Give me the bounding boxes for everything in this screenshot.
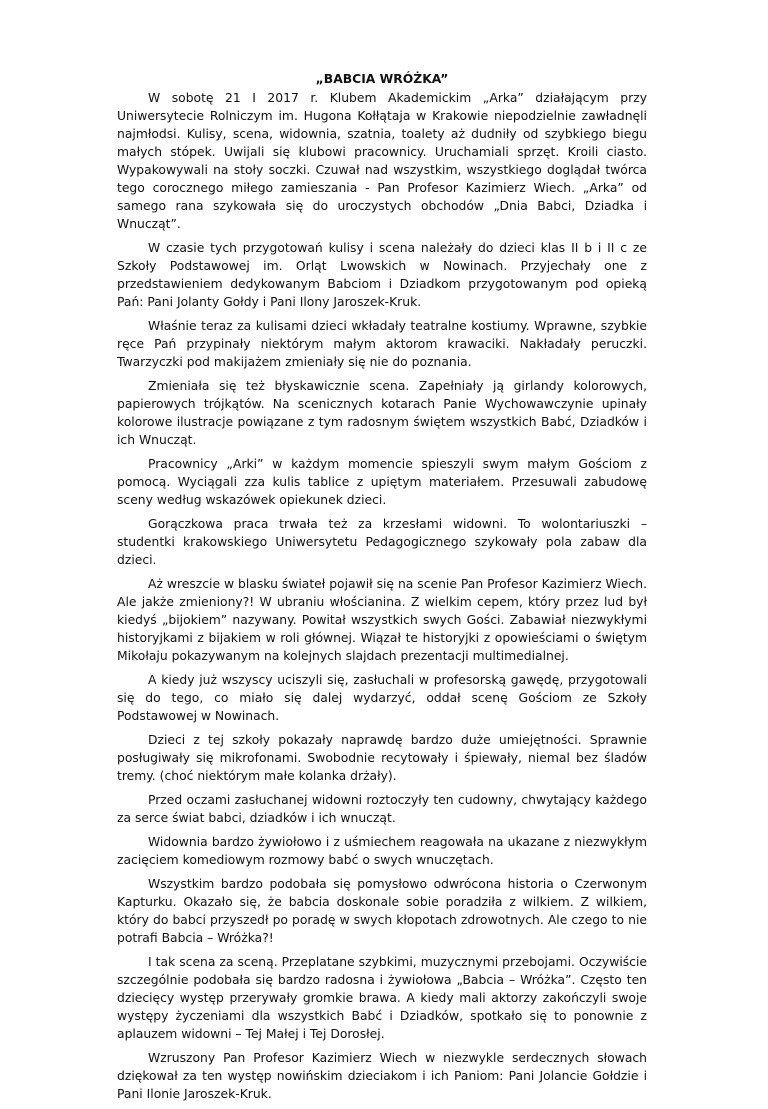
document-title: „BABCIA WRÓŻKA” [315,72,449,86]
paragraph-5: Pracownicy „Arki” w każdym momencie spieszyli swym małym Gościom z pomocą. Wyciągali zza kulis tablice z upiętym materiałem. Przesuwali zabudowę sceny według wskazówek opiekunek dzieci. [117,457,647,507]
paragraph-4: Zmieniała się też błyskawicznie scena. Zapełniały ją girlandy kolorowych, papierowych trójkątów. Na scenicznych kotarach Panie Wychowawczynie upinały kolorowe ilustracje powiązane z tym radosnym świętem wszystkich Babć, Dziadków i ich Wnucząt. [117,379,647,447]
paragraph-14: Wzruszony Pan Profesor Kazimierz Wiech w niezwykle serdecznych słowach dziękował za ten występ nowińskim dzieciakom i ich Paniom: Pani Jolancie Gołdzie i Pani Ilonie Jaroszek-Kruk. [117,1051,647,1101]
paragraph-9: Dzieci z tej szkoły pokazały naprawdę bardzo duże umiejętności. Sprawnie posługiwały się mikrofonami. Swobodnie recytowały i śpiewały, niemal bez śladów tremy. (choć niektórym małe kolanka drżały). [117,733,647,783]
paragraph-6: Gorączkowa praca trwała też za krzesłami widowni. To wolontariuszki – studentki krakowskiego Uniwersytetu Pedagogicznego szykowały pola zabaw dla dzieci. [117,517,647,567]
paragraph-2: W czasie tych przygotowań kulisy i scena należały do dzieci klas II b i II c ze Szkoły Podstawowej im. Orląt Lwowskich w Nowinach. Przyjechały one z przedstawieniem dedykowanym Babciom i Dziadkom przygotowanym pod opieką Pań: Pani Jolanty Gołdy i Pani Ilony Jaroszek-Kruk. [117,241,647,309]
paragraph-10: Przed oczami zasłuchanej widowni roztoczyły ten cudowny, chwytający każdego za serce świat babci, dziadków i ich wnucząt. [117,793,647,825]
paragraph-3: Właśnie teraz za kulisami dzieci wkładały teatralne kostiumy. Wprawne, szybkie ręce Pań przypinały niektórym małym aktorom krawaciki. Nakładały peruczki. Twarzyczki pod makijażem zmieniały się nie do poznania. [117,319,647,369]
paragraph-1: W sobotę 21 I 2017 r. Klubem Akademickim „Arka” działającym przy Uniwersytecie Rolniczym im. Hugona Kołłątaja w Krakowie niepodzielnie zawładnęli najmłodsi. Kulisy, scena, widownia, szatnia, toalety aż dudniły od szybkiego biegu małych stópek. Uwijali się klubowi pracownicy. Uruchamiali sprzęt. Kroili ciasto. Wypakowywali na stoły soczki. Czuwał nad wszystkim, wszystkiego doglądał twórca tego corocznego miłego zamieszania - Pan Profesor Kazimierz Wiech. „Arka” od samego rana szykowała się do uroczystych obchodów „Dnia Babci, Dziadka i Wnucząt”. [117,91,647,231]
paragraph-7: Aż wreszcie w blasku świateł pojawił się na scenie Pan Profesor Kazimierz Wiech. Ale jakże zmieniony?! W ubraniu włościanina. Z wielkim cepem, który przez lud był kiedyś „bijokiem” nazywany. Powitał wszystkich swych Gości. Zabawiał niezwykłymi historyjkami z bijakiem w roli głównej. Wiązał te historyjki z opowieściami o świętym Mikołaju pokazywanym na kolejnych slajdach prezentacji multimedialnej. [117,577,647,663]
paragraph-11: Widownia bardzo żywiołowo i z uśmiechem reagowała na ukazane z niezwykłym zacięciem komediowym rozmowy babć o swych wnuczętach. [117,835,647,867]
paragraph-8: A kiedy już wszyscy uciszyli się, zasłuchali w profesorską gawędę, przygotowali się do tego, co miało się dalej wydarzyć, oddał scenę Gościom ze Szkoły Podstawowej w Nowinach. [117,673,647,723]
document-page [117,70,647,1109]
paragraph-13: I tak scena za sceną. Przeplatane szybkimi, muzycznymi przebojami. Oczywiście szczególnie podobała się bardzo radosna i żywiołowa „Babcia – Wróżka”. Często ten dziecięcy występ przerywały gromkie brawa. A kiedy mali aktorzy zakończyli swoje występy życzeniami dla wszystkich Babć i Dziadków, spotkało się to ponownie z aplauzem widowni – Tej Małej i Tej Dorosłej. [117,955,647,1041]
paragraph-12: Wszystkim bardzo podobała się pomysłowo odwrócona historia o Czerwonym Kapturku. Okazało się, że babcia doskonale sobie poradziła z wilkiem. Z wilkiem, który do babci przyszedł po poradę w swych kłopotach zdrowotnych. Ale czego to nie potrafi Babcia – Wróżka?! [117,877,647,945]
